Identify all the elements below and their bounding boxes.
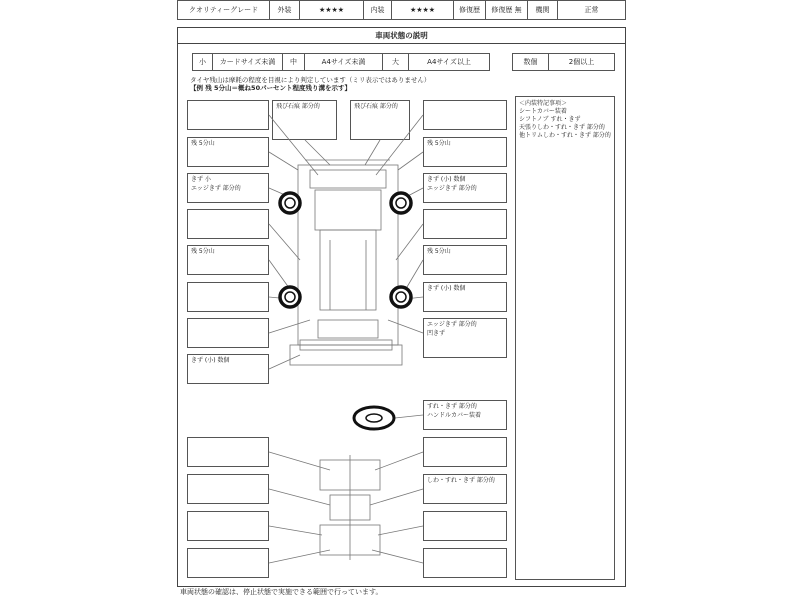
size-medium: 中: [283, 54, 305, 70]
size-small: 小: [193, 54, 213, 70]
tire-rear-right: [391, 287, 411, 307]
size-large-desc: A4サイズ以上: [427, 58, 471, 66]
engine-value: 正常: [584, 6, 599, 14]
section-title: 車両状態の説明: [375, 31, 428, 40]
left-front-damage-note-2: エッジきず 部分的: [191, 185, 241, 192]
interior-right-note: しわ・すれ・きず 部分的: [427, 477, 495, 484]
repair-history-value: 修復歴 無: [486, 1, 528, 19]
steering-note-1: すれ・きず 部分的: [427, 403, 477, 410]
interior-notes-line1: シートカバー装着: [519, 108, 567, 115]
left-rear-damage-note: きず (小) 数個: [191, 357, 230, 364]
engine-label: 機関: [528, 1, 558, 19]
left-front-damage-note-1: きず 小: [191, 176, 211, 183]
repair-history-label: 修復歴: [454, 1, 486, 19]
left-tire-front-note: 残 5分山: [191, 140, 215, 147]
interior-notes-line3: 天張りしわ・すれ・きず 部分的: [519, 124, 605, 131]
tire-front-left: [280, 193, 300, 213]
left-tire-rear-note: 残 5分山: [191, 248, 215, 255]
size-medium-desc: A4サイズ未満: [305, 54, 383, 70]
steering-note-2: ハンドルカバー装着: [427, 412, 482, 419]
interior-notes-title: ＜内装特記事項＞: [519, 100, 568, 107]
right-rear-damage-note-3: 凹きず: [427, 330, 446, 337]
interior-rating: ★★★★: [392, 1, 454, 19]
exterior-label: 外装: [270, 1, 300, 19]
tire-note-2: 【例 残 5分山＝概ね50パーセント程度残り溝を示す】: [190, 84, 351, 92]
tire-rear-left: [280, 287, 300, 307]
right-front-damage-note-1: きず (小) 数個: [427, 176, 466, 183]
top-center-right-note: 飛び石痕 部分的: [354, 103, 398, 110]
count-desc: 2個以上: [568, 58, 595, 66]
right-rear-damage-note-2: エッジきず 部分的: [427, 321, 477, 328]
right-rear-damage-note: きず (小) 数個: [427, 285, 466, 292]
size-large: 大: [383, 54, 409, 70]
interior-notes-line2: シフトノブ すれ・きず: [519, 116, 581, 123]
interior-label: 内装: [364, 1, 392, 19]
tire-front-right: [391, 193, 411, 213]
count-label: 数個: [513, 54, 549, 70]
exterior-rating: ★★★★: [300, 1, 364, 19]
steering-wheel-icon: [354, 407, 394, 429]
interior-notes-line4: 他トリムしわ・すれ・きず 部分的: [519, 132, 611, 139]
right-tire-front-note: 残 5分山: [427, 140, 451, 147]
right-front-damage-note-2: エッジきず 部分的: [427, 185, 477, 192]
quality-grade-label: クオリティーグレード: [178, 1, 270, 19]
top-center-left-note: 飛び石痕 部分的: [276, 103, 320, 110]
size-small-desc: カードサイズ未満: [213, 54, 283, 70]
right-tire-rear-note: 残 5分山: [427, 248, 451, 255]
car-body-outline: [298, 165, 398, 345]
footer-note: 車両状態の確認は、停止状態で実施できる範囲で行っています。: [180, 588, 383, 596]
tire-note-1: タイヤ残山は摩耗の程度を目視により判定しています（ミリ表示ではありません）: [190, 76, 431, 84]
